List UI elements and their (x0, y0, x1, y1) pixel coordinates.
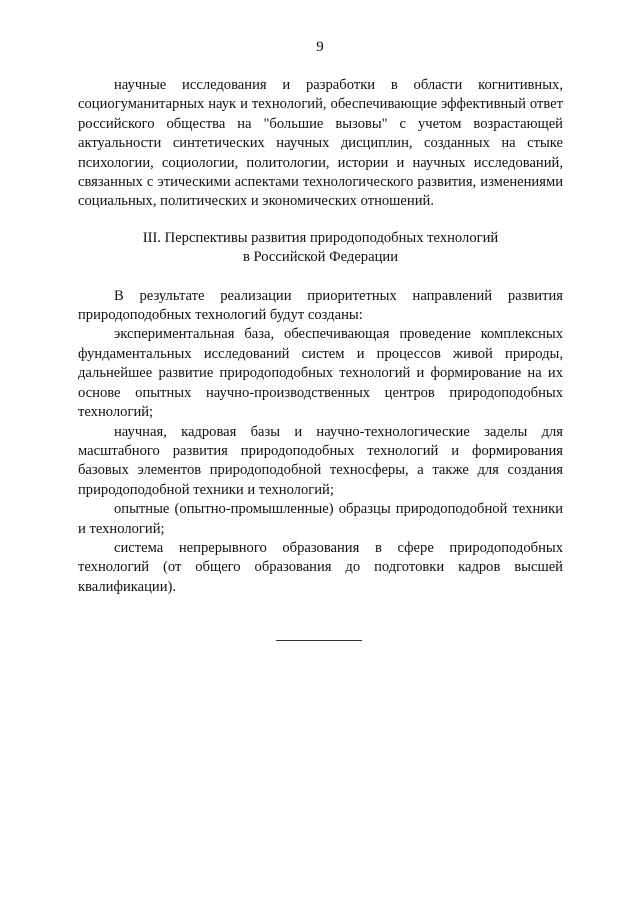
section-paragraph-lead: В результате реализации приоритетных направлений развития природоподобных технологий будут созданы: (78, 287, 563, 324)
section-heading (78, 229, 563, 268)
end-of-text-rule (276, 640, 362, 641)
intro-paragraph: научные исследования и разработки в области когнитивных, социогуманитарных наук и технологий, обеспечивающие эффективный ответ российского общества на "большие вызовы" с учетом возрастающей актуальности синтетических научных дисциплин, созданных на стыке психологии, социологии, политологии, истории и научных исследований, связанных с этическими аспектами технологического развития, изменениями социальных, политических и экономических отношений. (78, 77, 563, 210)
section-paragraph-education: система непрерывного образования в сфере природоподобных технологий (от общего образования до подготовки кадров высшей квалификации). (78, 539, 563, 595)
page-number: 9 (316, 39, 324, 55)
section-paragraph-experimental-base: экспериментальная база, обеспечивающая проведение комплексных фундаментальных исследований систем и процессов живой природы, дальнейшее развитие природоподобных технологий и формирование на их основе опытных научно-производственных центров природоподобных технологий; (78, 326, 563, 421)
document-body (78, 76, 563, 597)
section-paragraph-prototypes: опытные (опытно-промышленные) образцы природоподобной техники и технологий; (78, 501, 563, 537)
section-paragraph-scientific-base: научная, кадровая базы и научно-технологические заделы для масштабного развития природоподобных технологий и формирования базовых элементов природоподобной техносферы, а также для создания природоподобной техники и технологий; (78, 423, 563, 498)
section-heading-line-1: III. Перспективы развития природоподобных технологий (142, 229, 499, 246)
section-heading-line-2: в Российской Федерации (242, 249, 399, 266)
